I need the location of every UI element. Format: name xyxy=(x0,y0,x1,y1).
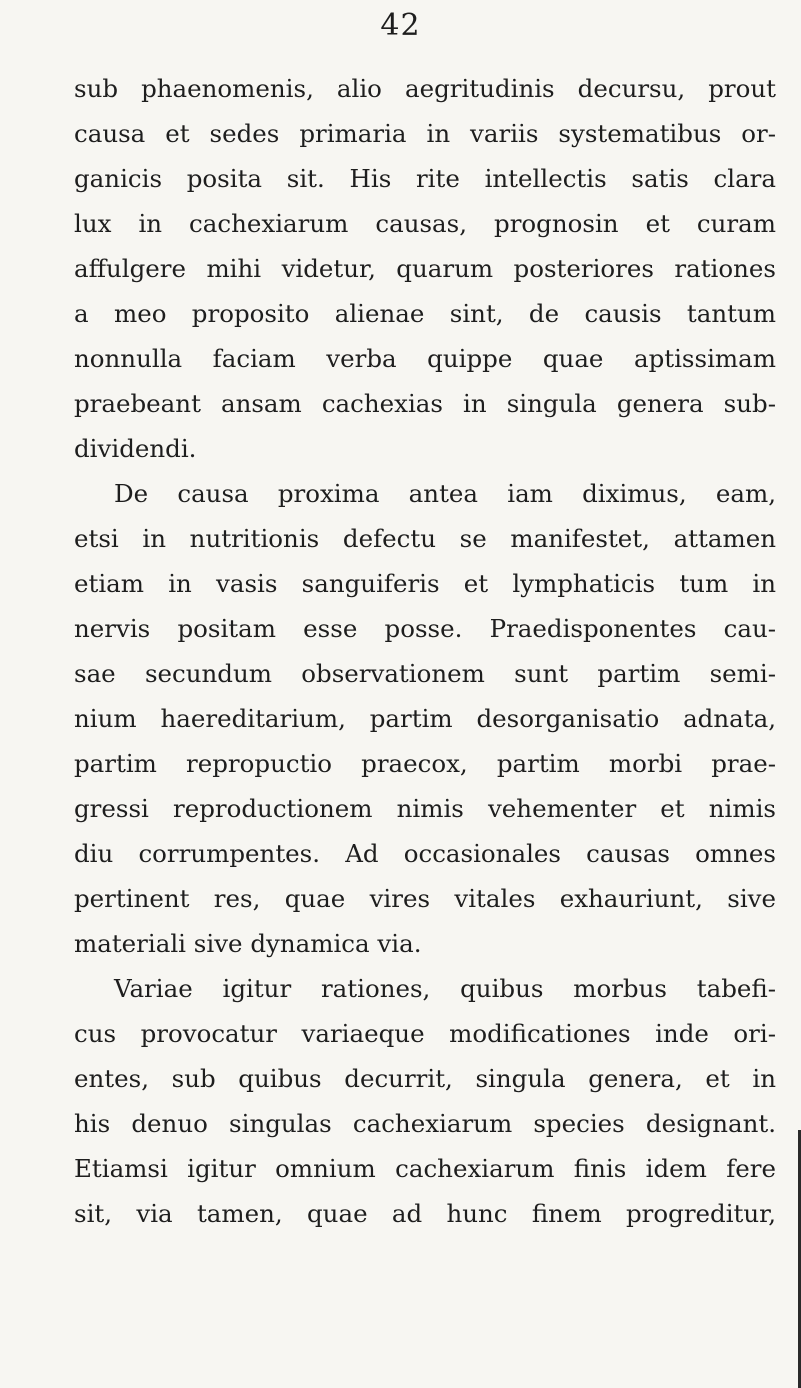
text-line: sae secundum observationem sunt partim semi- xyxy=(74,659,776,688)
text-line: Etiamsi igitur omnium cachexiarum finis idem fere xyxy=(74,1154,776,1183)
text-line: sub phaenomenis, alio aegritudinis decursu, prout xyxy=(74,74,776,103)
text-line: Variae igitur rationes, quibus morbus tabefi- xyxy=(114,974,776,1003)
text-line: nium haereditarium, partim desorganisatio adnata, xyxy=(74,704,776,733)
text-line: affulgere mihi videtur, quarum posteriores rationes xyxy=(74,254,776,283)
text-line: causa et sedes primaria in variis systematibus or- xyxy=(74,119,776,148)
text-line: etsi in nutritionis defectu se manifestet, attamen xyxy=(74,524,776,553)
text-line: a meo proposito alienae sint, de causis tantum xyxy=(74,299,776,328)
text-line: nonnulla faciam verba quippe quae aptissimam xyxy=(74,344,776,373)
text-line: partim repropuctio praecox, partim morbi prae- xyxy=(74,749,776,778)
text-line: entes, sub quibus decurrit, singula genera, et in xyxy=(74,1064,776,1093)
text-line: diu corrumpentes. Ad occasionales causas omnes xyxy=(74,839,776,868)
text-line: his denuo singulas cachexiarum species designant. xyxy=(74,1109,776,1138)
text-line: praebeant ansam cachexias in singula genera sub- xyxy=(74,389,776,418)
text-line: dividendi. xyxy=(74,434,197,463)
page-number: 42 xyxy=(380,8,421,43)
text-line: ganicis posita sit. His rite intellectis satis clara xyxy=(74,164,776,193)
text-line: nervis positam esse posse. Praedisponentes cau- xyxy=(74,614,776,643)
text-line: pertinent res, quae vires vitales exhauriunt, sive xyxy=(74,884,776,913)
text-line: sit, via tamen, quae ad hunc finem progreditur, xyxy=(74,1199,776,1228)
text-line: cus provocatur variaeque modificationes inde ori- xyxy=(74,1019,776,1048)
text-line: lux in cachexiarum causas, prognosin et curam xyxy=(74,209,776,238)
text-line: materiali sive dynamica via. xyxy=(74,929,422,958)
text-line: etiam in vasis sanguiferis et lymphaticis tum in xyxy=(74,569,776,598)
text-line: De causa proxima antea iam diximus, eam, xyxy=(114,479,776,508)
text-line: gressi reproductionem nimis vehementer et nimis xyxy=(74,794,776,823)
